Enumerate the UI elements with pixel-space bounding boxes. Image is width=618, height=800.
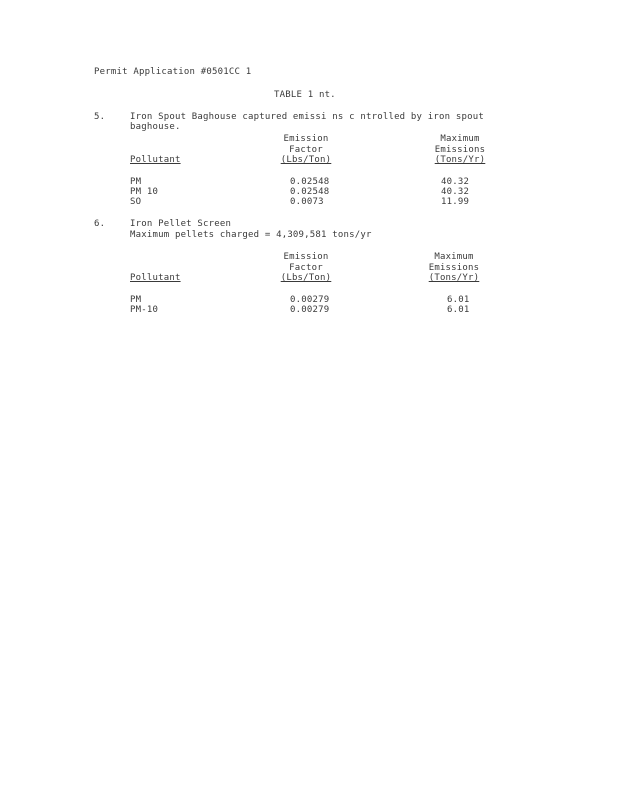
column-header-emissions: Emissions (434, 145, 486, 155)
max-emissions-cell: 6.01 (447, 305, 470, 315)
section-title: Iron Pellet Screen (130, 219, 232, 229)
pollutant-cell: PM (130, 177, 142, 187)
column-header-pollutant: Pollutant (130, 155, 181, 165)
factor-cell: 0.00279 (290, 305, 330, 315)
section-title: Iron Spout Baghouse captured emissi ns c ntrolled by iron spout (130, 112, 484, 122)
factor-cell: 0.0073 (290, 197, 324, 207)
pollutant-cell: PM-10 (130, 305, 159, 315)
column-header-emissions: Emissions (428, 263, 480, 273)
column-header-maximum: Maximum (434, 252, 474, 262)
column-header-factor: Factor (289, 263, 323, 273)
column-header-lbs-ton: (Lbs/Ton) (280, 155, 332, 165)
section-number: 5. (94, 112, 106, 122)
pollutant-cell: PM (130, 295, 142, 305)
pollutant-cell: PM 10 (130, 187, 159, 197)
column-header-emission: Emission (283, 134, 329, 144)
column-header-tons-yr: (Tons/Yr) (428, 273, 480, 283)
factor-cell: 0.02548 (290, 187, 330, 197)
table-title: TABLE 1 nt. (274, 90, 336, 100)
column-header-maximum: Maximum (440, 134, 480, 144)
pollutant-cell: SO (130, 197, 142, 207)
column-header-emission: Emission (283, 252, 329, 262)
section-number: 6. (94, 219, 106, 229)
column-header-factor: Factor (289, 145, 323, 155)
max-emissions-cell: 6.01 (447, 295, 470, 305)
max-emissions-cell: 40.32 (441, 177, 470, 187)
factor-cell: 0.02548 (290, 177, 330, 187)
column-header-lbs-ton: (Lbs/Ton) (280, 273, 332, 283)
max-emissions-cell: 40.32 (441, 187, 470, 197)
section-title-continued: baghouse. (130, 122, 181, 132)
factor-cell: 0.00279 (290, 295, 330, 305)
max-emissions-cell: 11.99 (441, 197, 470, 207)
column-header-tons-yr: (Tons/Yr) (434, 155, 486, 165)
section-title-continued: Maximum pellets charged = 4,309,581 tons/yr (130, 230, 372, 240)
column-header-pollutant: Pollutant (130, 273, 181, 283)
permit-application-header: Permit Application #0501CC 1 (94, 67, 252, 77)
